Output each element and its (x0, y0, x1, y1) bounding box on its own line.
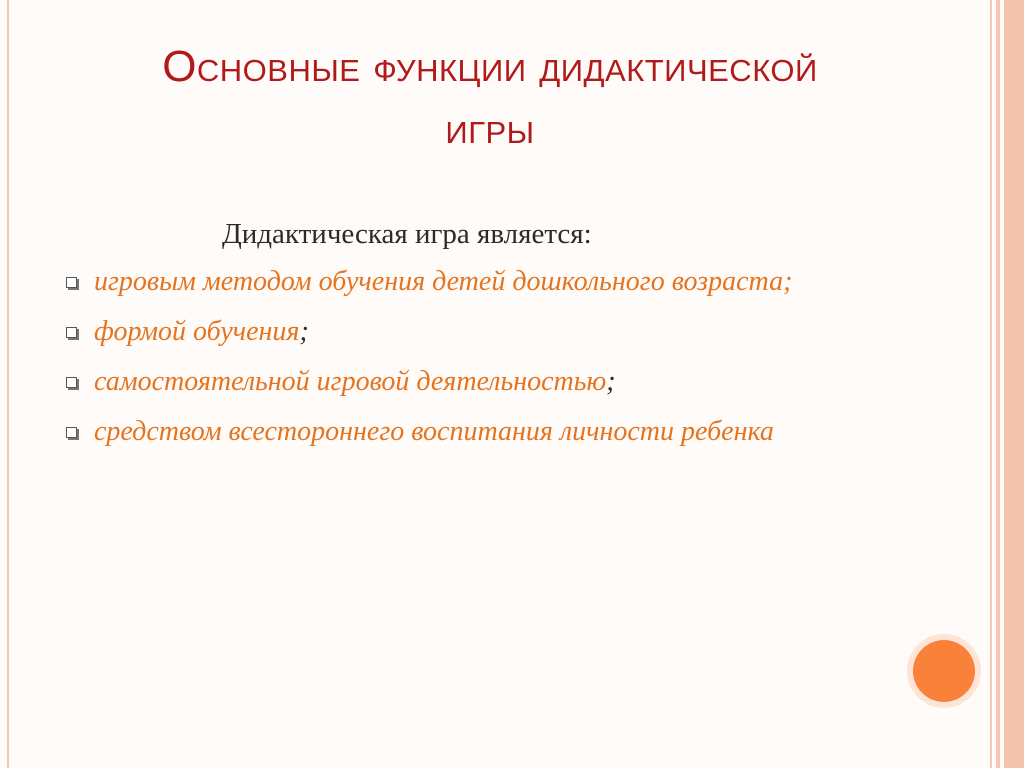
bullet-text: средством всестороннего воспитания личности ребенка (94, 416, 774, 447)
intro-text: Дидактическая игра является: (222, 218, 592, 250)
square-bullet-icon (66, 277, 77, 288)
slide-title (40, 36, 940, 160)
left-frame-line (7, 0, 9, 768)
title-line-2: игры (445, 104, 535, 153)
bullet-list (64, 264, 876, 464)
list-item (64, 264, 876, 300)
list-item (64, 314, 876, 350)
bullet-text: самостоятельной игровой деятельностью (94, 366, 607, 397)
bullet-text: игровым методом обучения детей дошкольного возраста; (94, 266, 793, 297)
list-item (64, 364, 876, 400)
bullet-punctuation: ; (606, 366, 616, 397)
bullet-text: формой обучения (94, 316, 300, 347)
square-bullet-icon (66, 327, 77, 338)
right-decorative-stripes (976, 0, 1024, 768)
list-item (64, 414, 876, 450)
title-line-1: Основные функции дидактической (162, 42, 818, 91)
square-bullet-icon (66, 427, 77, 438)
square-bullet-icon (66, 377, 77, 388)
bullet-punctuation: ; (299, 316, 309, 347)
decorative-orange-circle (913, 640, 975, 702)
